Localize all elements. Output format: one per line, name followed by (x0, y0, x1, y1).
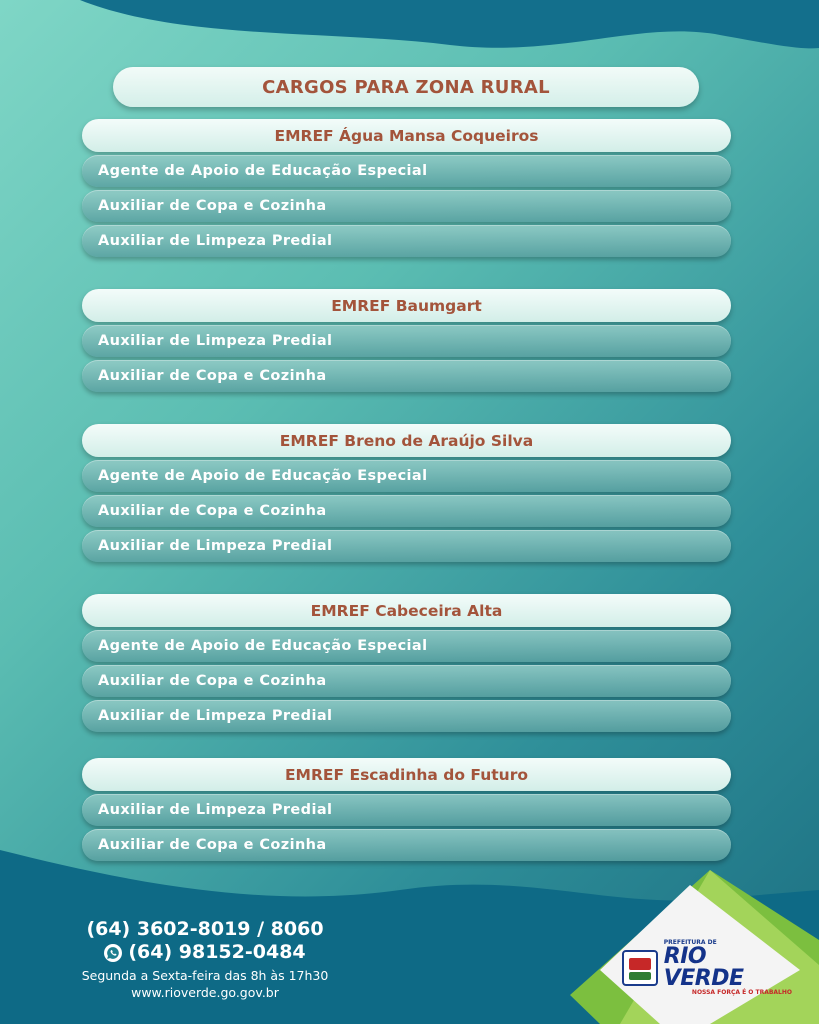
school-block (82, 594, 731, 732)
website-link[interactable]: www.rioverde.go.gov.br (131, 985, 279, 1000)
school-block (82, 424, 731, 562)
whatsapp-number: (64) 98152-0484 (128, 941, 306, 963)
school-name: EMREF Breno de Araújo Silva (82, 424, 731, 457)
school-block (82, 119, 731, 257)
logo-name: RIO VERDE (663, 944, 744, 991)
whatsapp-icon (104, 944, 122, 962)
role-item: Auxiliar de Limpeza Predial (82, 794, 731, 826)
role-item: Auxiliar de Limpeza Predial (82, 325, 731, 357)
whatsapp-line (60, 941, 350, 964)
school-block (82, 758, 731, 861)
role-item: Auxiliar de Copa e Cozinha (82, 665, 731, 697)
role-item: Auxiliar de Limpeza Predial (82, 530, 731, 562)
phone-number: (64) 3602-8019 / 8060 (86, 918, 324, 940)
logo-area (560, 870, 819, 1024)
school-block (82, 289, 731, 392)
office-hours: Segunda a Sexta-feira das 8h às 17h30 (81, 968, 329, 983)
coat-of-arms-icon (622, 950, 658, 986)
role-item: Auxiliar de Limpeza Predial (82, 700, 731, 732)
role-item: Auxiliar de Copa e Cozinha (82, 360, 731, 392)
logo-slogan: NOSSA FORÇA É O TRABALHO (691, 989, 792, 996)
role-item: Agente de Apoio de Educação Especial (82, 460, 731, 492)
contact-info (60, 918, 350, 1000)
page-title: CARGOS PARA ZONA RURAL (113, 67, 699, 107)
school-name: EMREF Escadinha do Futuro (82, 758, 731, 791)
role-item: Auxiliar de Limpeza Predial (82, 225, 731, 257)
role-item: Auxiliar de Copa e Cozinha (82, 495, 731, 527)
role-item: Auxiliar de Copa e Cozinha (82, 190, 731, 222)
role-item: Agente de Apoio de Educação Especial (82, 630, 731, 662)
logo-prefix: PREFEITURA DE (663, 939, 717, 946)
role-item: Auxiliar de Copa e Cozinha (82, 829, 731, 861)
rio-verde-logo (622, 940, 792, 996)
school-name: EMREF Cabeceira Alta (82, 594, 731, 627)
role-item: Agente de Apoio de Educação Especial (82, 155, 731, 187)
school-name: EMREF Baumgart (82, 289, 731, 322)
school-name: EMREF Água Mansa Coqueiros (82, 119, 731, 152)
